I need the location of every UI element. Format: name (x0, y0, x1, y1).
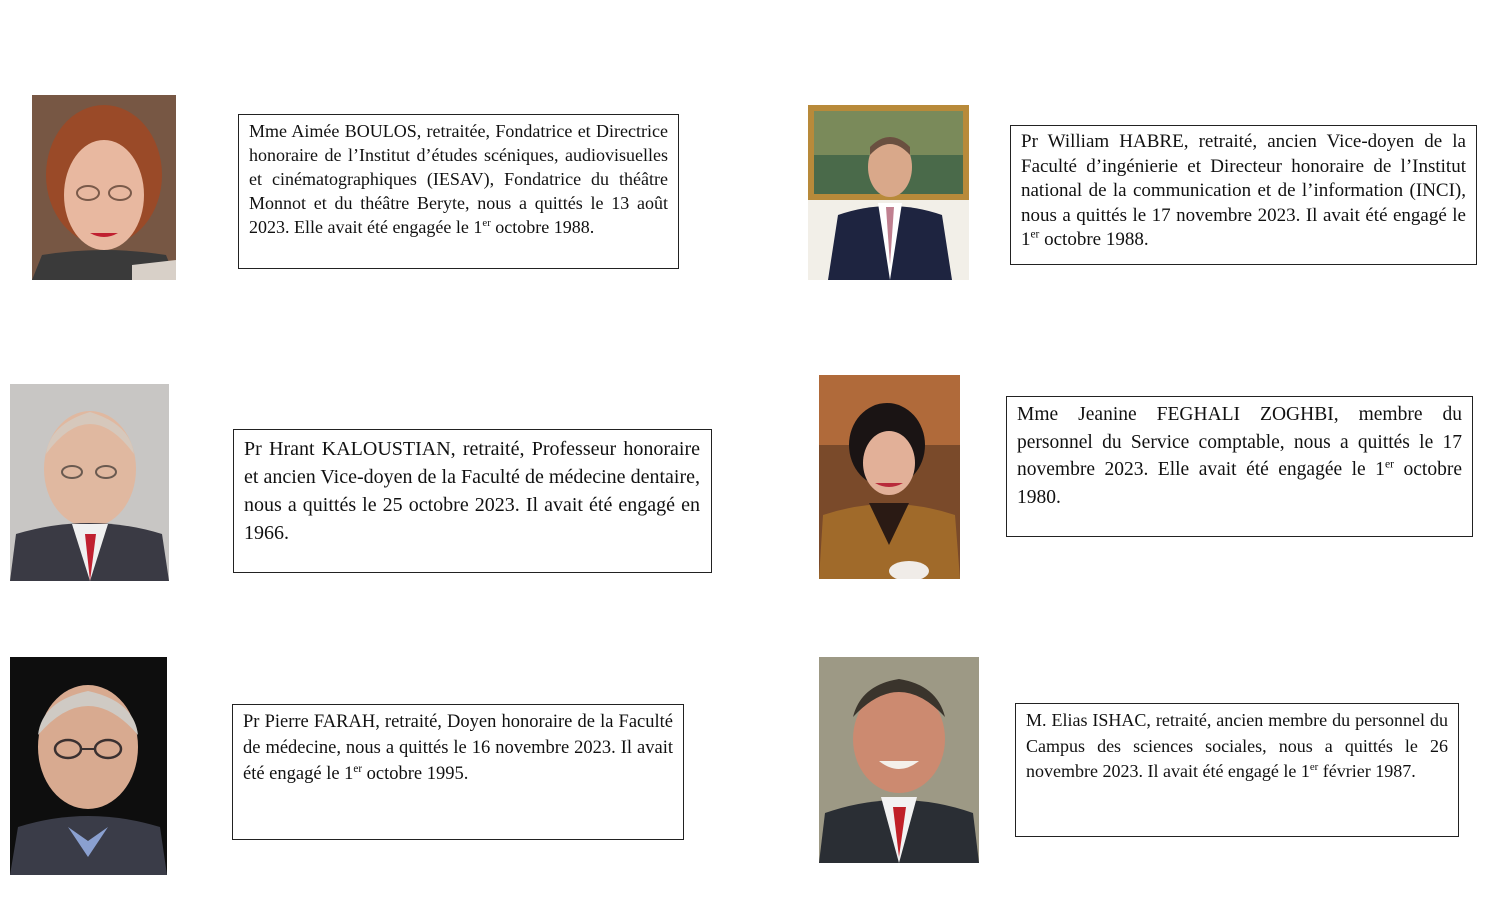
ordinal-superscript: er (482, 217, 491, 229)
obituary-text-end: février 1987. (1318, 761, 1416, 781)
obituary-text-box-boulos (238, 114, 679, 269)
ordinal-superscript: er (1309, 761, 1319, 773)
portrait-photo-feghali-zoghbi (819, 375, 960, 579)
obituary-text: Pr Pierre FARAH, retraité, Doyen honoraire de la Faculté de médecine, nous a quittés le 16 novembre 2023. Il avait été engagé le 1 (243, 712, 673, 784)
ordinal-superscript: er (1384, 457, 1395, 471)
obituary-text: Mme Jeanine FEGHALI ZOGHBI, membre du personnel du Service comptable, nous a quittés le 17 novembre 2023. Elle avait été engagée le 1 (1017, 404, 1462, 480)
portrait-photo-habre (808, 105, 969, 280)
obituary-text-box-farah (232, 704, 684, 840)
portrait-photo-kaloustian (10, 384, 169, 581)
obituary-text-box-habre (1010, 125, 1477, 265)
obituary-text: Pr Hrant KALOUSTIAN, retraité, Professeur honoraire et ancien Vice-doyen de la Faculté de médecine dentaire, nous a quittés le 25 octobre 2023. Il avait été engagé en 1966. (244, 438, 700, 544)
obituary-text-end: octobre 1988. (490, 217, 595, 237)
obituary-text: Mme Aimée BOULOS, retraitée, Fondatrice et Directrice honoraire de l’Institut d’études scéniques, audiovisuelles et cinématographiques (IESAV), Fondatrice du théâtre Monnot et du théâtre Beryte, nous a quittés le 13 août 2023. Elle avait été engagée le 1 (249, 121, 668, 237)
obituary-text: M. Elias ISHAC, retraité, ancien membre du personnel du Campus des sciences sociales, nous a quittés le 26 novembre 2023. Il avait été engagé le 1 (1026, 710, 1448, 781)
obituary-text-box-feghali-zoghbi (1006, 396, 1473, 537)
obituary-text-box-ishac (1015, 703, 1459, 837)
obituary-text-end: octobre 1980. (1017, 459, 1462, 508)
ordinal-superscript: er (1030, 228, 1040, 241)
obituary-text-box-kaloustian (233, 429, 712, 573)
ordinal-superscript: er (353, 762, 363, 775)
obituary-text: Pr William HABRE, retraité, ancien Vice-doyen de la Faculté d’ingénierie et Directeur honoraire de l’Institut national de la communication et de l’information (INCI), nous a quittés le 17 novembre 2023. Il avait été engagé le 1 (1021, 131, 1466, 250)
obituary-text-end: octobre 1988. (1039, 229, 1149, 250)
portrait-photo-ishac (819, 657, 979, 863)
portrait-photo-farah (10, 657, 167, 875)
obituary-text-end: octobre 1995. (362, 764, 469, 784)
portrait-photo-boulos (32, 95, 176, 280)
